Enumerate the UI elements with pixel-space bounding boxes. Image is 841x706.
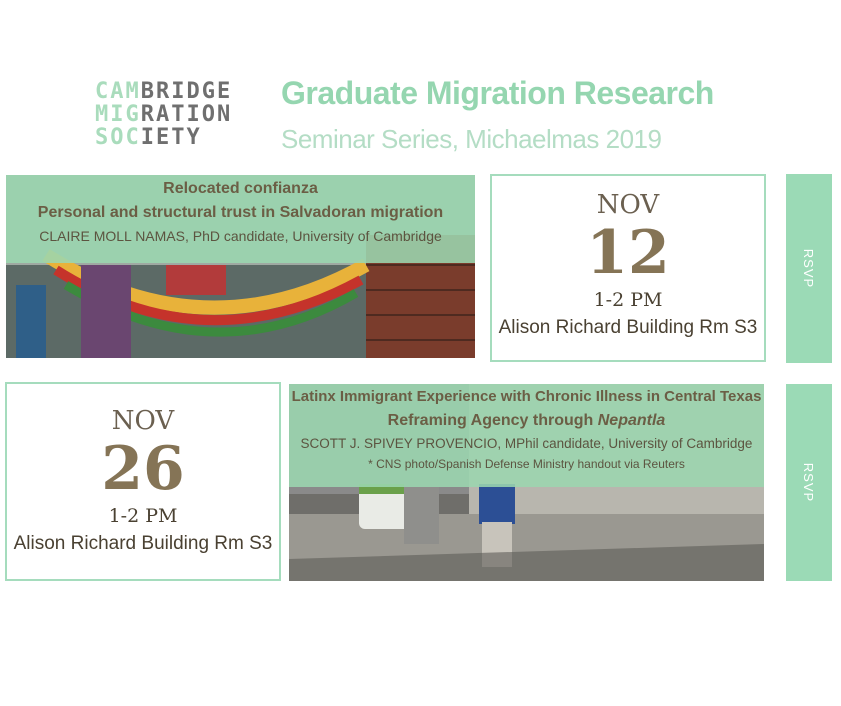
rsvp-label: RSVP [801,462,817,503]
page-title: Graduate Migration Research [281,75,714,111]
event-2-month: NOV [111,406,175,436]
event-1-photo [6,175,475,358]
logo-line-1: CAMBRIDGE [95,79,233,104]
logo-line-3: SOCIETY [95,125,202,150]
event-2-info-overlay [289,384,764,487]
event-1-title: Relocated confianza [163,180,318,197]
event-1-subtitle: Personal and structural trust in Salvadoran migration [37,204,444,221]
event-1-venue: Alison Richard Building Rm S3 [498,317,758,338]
event-1-day: 12 [586,218,670,288]
event-2-speaker: SCOTT J. SPIVEY PROVENCIO, MPhil candidate, University of Cambridge [300,436,753,451]
event-2-subtitle-prefix: Reframing Agency through [387,412,598,429]
page-subtitle: Seminar Series, Michaelmas 2019 [281,124,662,154]
event-1-info-overlay [6,175,475,263]
event-2-photo [289,384,764,581]
logo-line-2: MIGRATION [95,102,233,127]
event-1-date-box [490,174,766,362]
event-2-title: Latinx Immigrant Experience with Chronic Illness in Central Texas [291,388,762,405]
event-1-rsvp-button[interactable] [786,174,832,363]
event-2-photo-credit: * CNS photo/Spanish Defense Ministry handout via Reuters [368,457,685,471]
event-2-date-box [5,382,281,581]
event-1-time: 1-2 PM [593,289,663,311]
event-2-day: 26 [101,434,185,504]
rsvp-label: RSVP [801,248,817,289]
event-2-time: 1-2 PM [108,505,178,527]
event-2-subtitle [289,409,764,433]
cambridge-migration-society-logo [95,80,260,149]
event-2-rsvp-button[interactable] [786,384,832,581]
event-2-venue: Alison Richard Building Rm S3 [13,533,273,554]
event-1-month: NOV [596,190,660,220]
event-1-speaker: CLAIRE MOLL NAMAS, PhD candidate, University of Cambridge [39,228,442,244]
event-2-subtitle-emphasis: Nepantla [597,412,666,429]
